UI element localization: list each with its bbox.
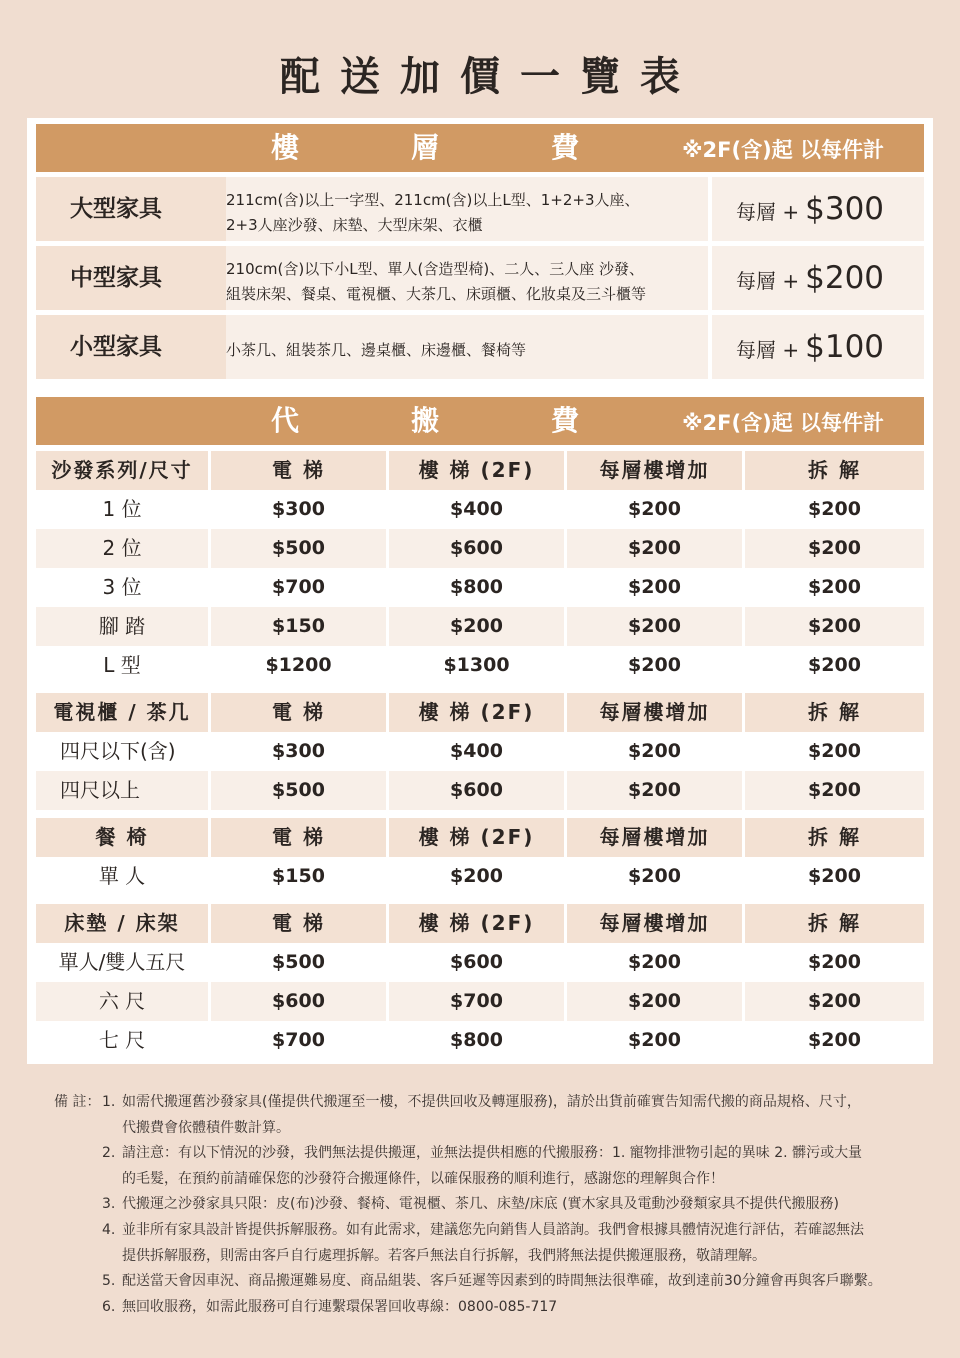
note-text	[122, 1269, 934, 1295]
price-panel	[27, 118, 933, 1064]
row-label: 單 人	[36, 857, 211, 896]
price-cell: $600	[211, 982, 389, 1021]
table-header-cell: 電 梯	[211, 693, 389, 732]
category-label: 小型家具	[36, 315, 226, 379]
row-label: 七 尺	[36, 1021, 211, 1060]
row-label: L 型	[36, 646, 211, 685]
note-text	[122, 1192, 934, 1218]
table-row	[36, 607, 924, 646]
price-cell: $700	[211, 568, 389, 607]
price-cell: $200	[808, 576, 861, 598]
price-cell: $200	[567, 982, 745, 1021]
table-header-cell: 電視櫃 / 茶几	[36, 693, 211, 732]
category-description	[226, 177, 708, 241]
row-label: 2 位	[36, 529, 211, 568]
note-text	[122, 1090, 934, 1141]
table-header-row	[36, 451, 924, 490]
price-cell: $200	[808, 740, 861, 762]
moving-fee-note: ※2F(含)起 以每件計	[682, 411, 884, 435]
price-cell: $200	[808, 654, 861, 676]
table-row	[36, 1021, 924, 1060]
arrow-icon	[204, 315, 226, 379]
price-value: $100	[805, 329, 885, 365]
table-row	[36, 646, 924, 685]
price-cell: $200	[808, 498, 861, 520]
price-cell: $800	[389, 568, 567, 607]
row-label: 四尺以上	[36, 771, 211, 810]
table-header-cell: 拆 解	[808, 825, 861, 849]
category-description	[226, 246, 708, 310]
note-line: 無回收服務，如需此服務可自行連繫環保署回收專線：0800-085-717	[122, 1298, 558, 1315]
price-cell: $200	[567, 771, 745, 810]
price-cell: $800	[389, 1021, 567, 1060]
price-value: $300	[805, 191, 885, 227]
note-line: 如需代搬運舊沙發家具(僅提供代搬運至一樓，不提供回收及轉運服務)，請於出貨前確實告知需代搬的商品規格、尺寸，	[122, 1094, 861, 1110]
price-prefix: 每層 +	[736, 200, 800, 224]
price-cell: $500	[211, 943, 389, 982]
floor-price	[712, 246, 924, 310]
table-row	[36, 490, 924, 529]
table-header-cell: 每層樓增加	[567, 818, 745, 857]
note-item	[54, 1090, 934, 1141]
category-label: 中型家具	[36, 246, 226, 310]
table-header-cell: 每層樓增加	[567, 904, 745, 943]
row-label: 單人/雙人五尺	[36, 943, 211, 982]
price-cell: $300	[211, 732, 389, 771]
table-header-cell: 餐 椅	[36, 818, 211, 857]
price-cell: $400	[389, 732, 567, 771]
table-header-cell: 每層樓增加	[567, 693, 745, 732]
price-value: $200	[805, 260, 885, 296]
price-cell: $200	[567, 646, 745, 685]
table-header-cell: 樓 梯 (2F)	[389, 904, 567, 943]
table-header-row	[36, 693, 924, 732]
table-header-cell: 拆 解	[808, 911, 861, 935]
category-description	[226, 315, 708, 379]
price-cell: $150	[211, 857, 389, 896]
price-cell: $200	[567, 490, 745, 529]
price-cell: $200	[808, 865, 861, 887]
arrow-icon	[204, 177, 226, 241]
floor-fee-row-large	[36, 177, 924, 241]
floor-fee-title: 樓 層 費	[270, 131, 621, 164]
note-item	[54, 1192, 934, 1218]
price-cell: $200	[567, 732, 745, 771]
description-line: 小茶几、組裝茶几、邊桌櫃、床邊櫃、餐椅等	[226, 341, 527, 359]
note-number: 6.	[102, 1298, 116, 1315]
note-number: 1.	[102, 1094, 116, 1110]
note-line: 請注意：有以下情況的沙發，我們無法提供搬運，並無法提供相應的代搬服務：1. 寵物排泄物引起的異味 2. 髒污或大量	[122, 1145, 863, 1162]
price-cell: $400	[389, 490, 567, 529]
price-cell: $300	[211, 490, 389, 529]
price-cell: $200	[567, 529, 745, 568]
table-header-row	[36, 818, 924, 857]
table-header-cell: 電 梯	[211, 451, 389, 490]
page-title: 配送加價一覽表	[280, 54, 700, 100]
price-cell: $200	[808, 1029, 861, 1051]
description-line: 組裝床架、餐桌、電視櫃、大茶几、床頭櫃、化妝桌及三斗櫃等	[226, 284, 647, 303]
price-cell: $1200	[211, 646, 389, 685]
table-header-cell: 沙發系列/尺寸	[36, 451, 211, 490]
floor-price	[712, 315, 924, 379]
price-cell: $200	[567, 607, 745, 646]
price-cell: $600	[389, 771, 567, 810]
price-cell: $200	[567, 943, 745, 982]
note-line: 配送當天會因車況、商品搬運難易度、商品組裝、客戶延遲等因素到的時間無法很準確，故到達前30分鐘會再與客戶聯繫。	[122, 1273, 882, 1290]
moving-fee-tables	[36, 451, 924, 1060]
note-number: 5.	[102, 1273, 116, 1290]
note-number: 2.	[102, 1145, 116, 1162]
table-row	[36, 943, 924, 982]
price-cell: $700	[211, 1021, 389, 1060]
notes-section	[54, 1090, 934, 1320]
floor-price	[712, 177, 924, 241]
price-cell: $200	[567, 857, 745, 896]
note-item	[54, 1269, 934, 1295]
table-header-row	[36, 904, 924, 943]
price-cell: $200	[808, 951, 861, 973]
table-row	[36, 732, 924, 771]
table-row	[36, 982, 924, 1021]
floor-fee-header	[36, 124, 924, 172]
table-row	[36, 857, 924, 896]
note-text	[122, 1295, 934, 1321]
moving-fee-header	[36, 397, 924, 445]
table-row	[36, 568, 924, 607]
price-cell: $200	[389, 607, 567, 646]
price-cell: $500	[211, 771, 389, 810]
note-text	[122, 1218, 934, 1269]
note-item	[54, 1218, 934, 1269]
table-row	[36, 771, 924, 810]
row-label: 四尺以下(含)	[36, 732, 211, 771]
floor-fee-row-small	[36, 315, 924, 379]
table-header-cell: 每層樓增加	[567, 451, 745, 490]
note-line: 代搬費會依體積件數計算。	[122, 1119, 290, 1136]
note-text	[122, 1141, 934, 1192]
table-header-cell: 電 梯	[211, 818, 389, 857]
price-cell: $600	[389, 529, 567, 568]
note-number: 4.	[102, 1221, 116, 1238]
price-cell: $200	[808, 615, 861, 637]
row-label: 六 尺	[36, 982, 211, 1021]
table-row	[36, 529, 924, 568]
price-cell: $150	[211, 607, 389, 646]
price-prefix: 每層 +	[736, 269, 800, 293]
note-line: 並非所有家具設計皆提供拆解服務。如有此需求，建議您先向銷售人員諮詢。我們會根據具體情況進行評估，若確認無法	[122, 1221, 864, 1238]
table-divider	[36, 685, 924, 693]
price-cell: $200	[567, 568, 745, 607]
row-label: 3 位	[36, 568, 211, 607]
price-cell: $200	[808, 779, 861, 801]
price-prefix: 每層 +	[736, 338, 800, 362]
note-number: 3.	[102, 1196, 116, 1213]
price-cell: $600	[389, 943, 567, 982]
description-line: 210cm(含)以下小L型、單人(含造型椅)、二人、三人座 沙發、	[226, 259, 645, 278]
category-label: 大型家具	[36, 177, 226, 241]
note-item	[54, 1141, 934, 1192]
row-label: 腳 踏	[36, 607, 211, 646]
note-item	[54, 1295, 934, 1321]
arrow-icon	[204, 246, 226, 310]
note-line: 提供拆解服務，則需由客戶自行處理拆解。若客戶無法自行拆解，我們將無法提供搬運服務，敬請理解。	[122, 1247, 766, 1264]
price-cell: $200	[808, 537, 861, 559]
table-divider	[36, 810, 924, 818]
price-cell: $200	[567, 1021, 745, 1060]
description-line: 2+3人座沙發、床墊、大型床架、衣櫃	[226, 215, 483, 234]
price-cell: $500	[211, 529, 389, 568]
table-header-cell: 拆 解	[808, 458, 861, 482]
table-header-cell: 拆 解	[808, 700, 861, 724]
price-cell: $700	[389, 982, 567, 1021]
note-line: 的毛髮，在預約前請確保您的沙發符合搬運條件，以確保服務的順利進行，感謝您的理解與合作！	[122, 1170, 724, 1187]
table-header-cell: 電 梯	[211, 904, 389, 943]
table-header-cell: 床墊 / 床架	[36, 904, 211, 943]
price-cell: $1300	[389, 646, 567, 685]
table-header-cell: 樓 梯 (2F)	[389, 451, 567, 490]
floor-fee-row-medium	[36, 246, 924, 310]
row-label: 1 位	[36, 490, 211, 529]
moving-fee-title: 代 搬 費	[270, 404, 621, 437]
description-line: 211cm(含)以上一字型、211cm(含)以上L型、1+2+3人座、	[226, 190, 640, 209]
price-cell: $200	[389, 857, 567, 896]
note-line: 代搬運之沙發家具只限：皮(布)沙發、餐椅、電視櫃、茶几、床墊/床底 (實木家具及電動沙發類家具不提供代搬服務)	[122, 1196, 840, 1213]
price-cell: $200	[808, 990, 861, 1012]
table-header-cell: 樓 梯 (2F)	[389, 693, 567, 732]
floor-fee-note: ※2F(含)起 以每件計	[682, 138, 884, 162]
table-divider	[36, 896, 924, 904]
table-header-cell: 樓 梯 (2F)	[389, 818, 567, 857]
notes-label: 備 註：	[54, 1094, 101, 1110]
